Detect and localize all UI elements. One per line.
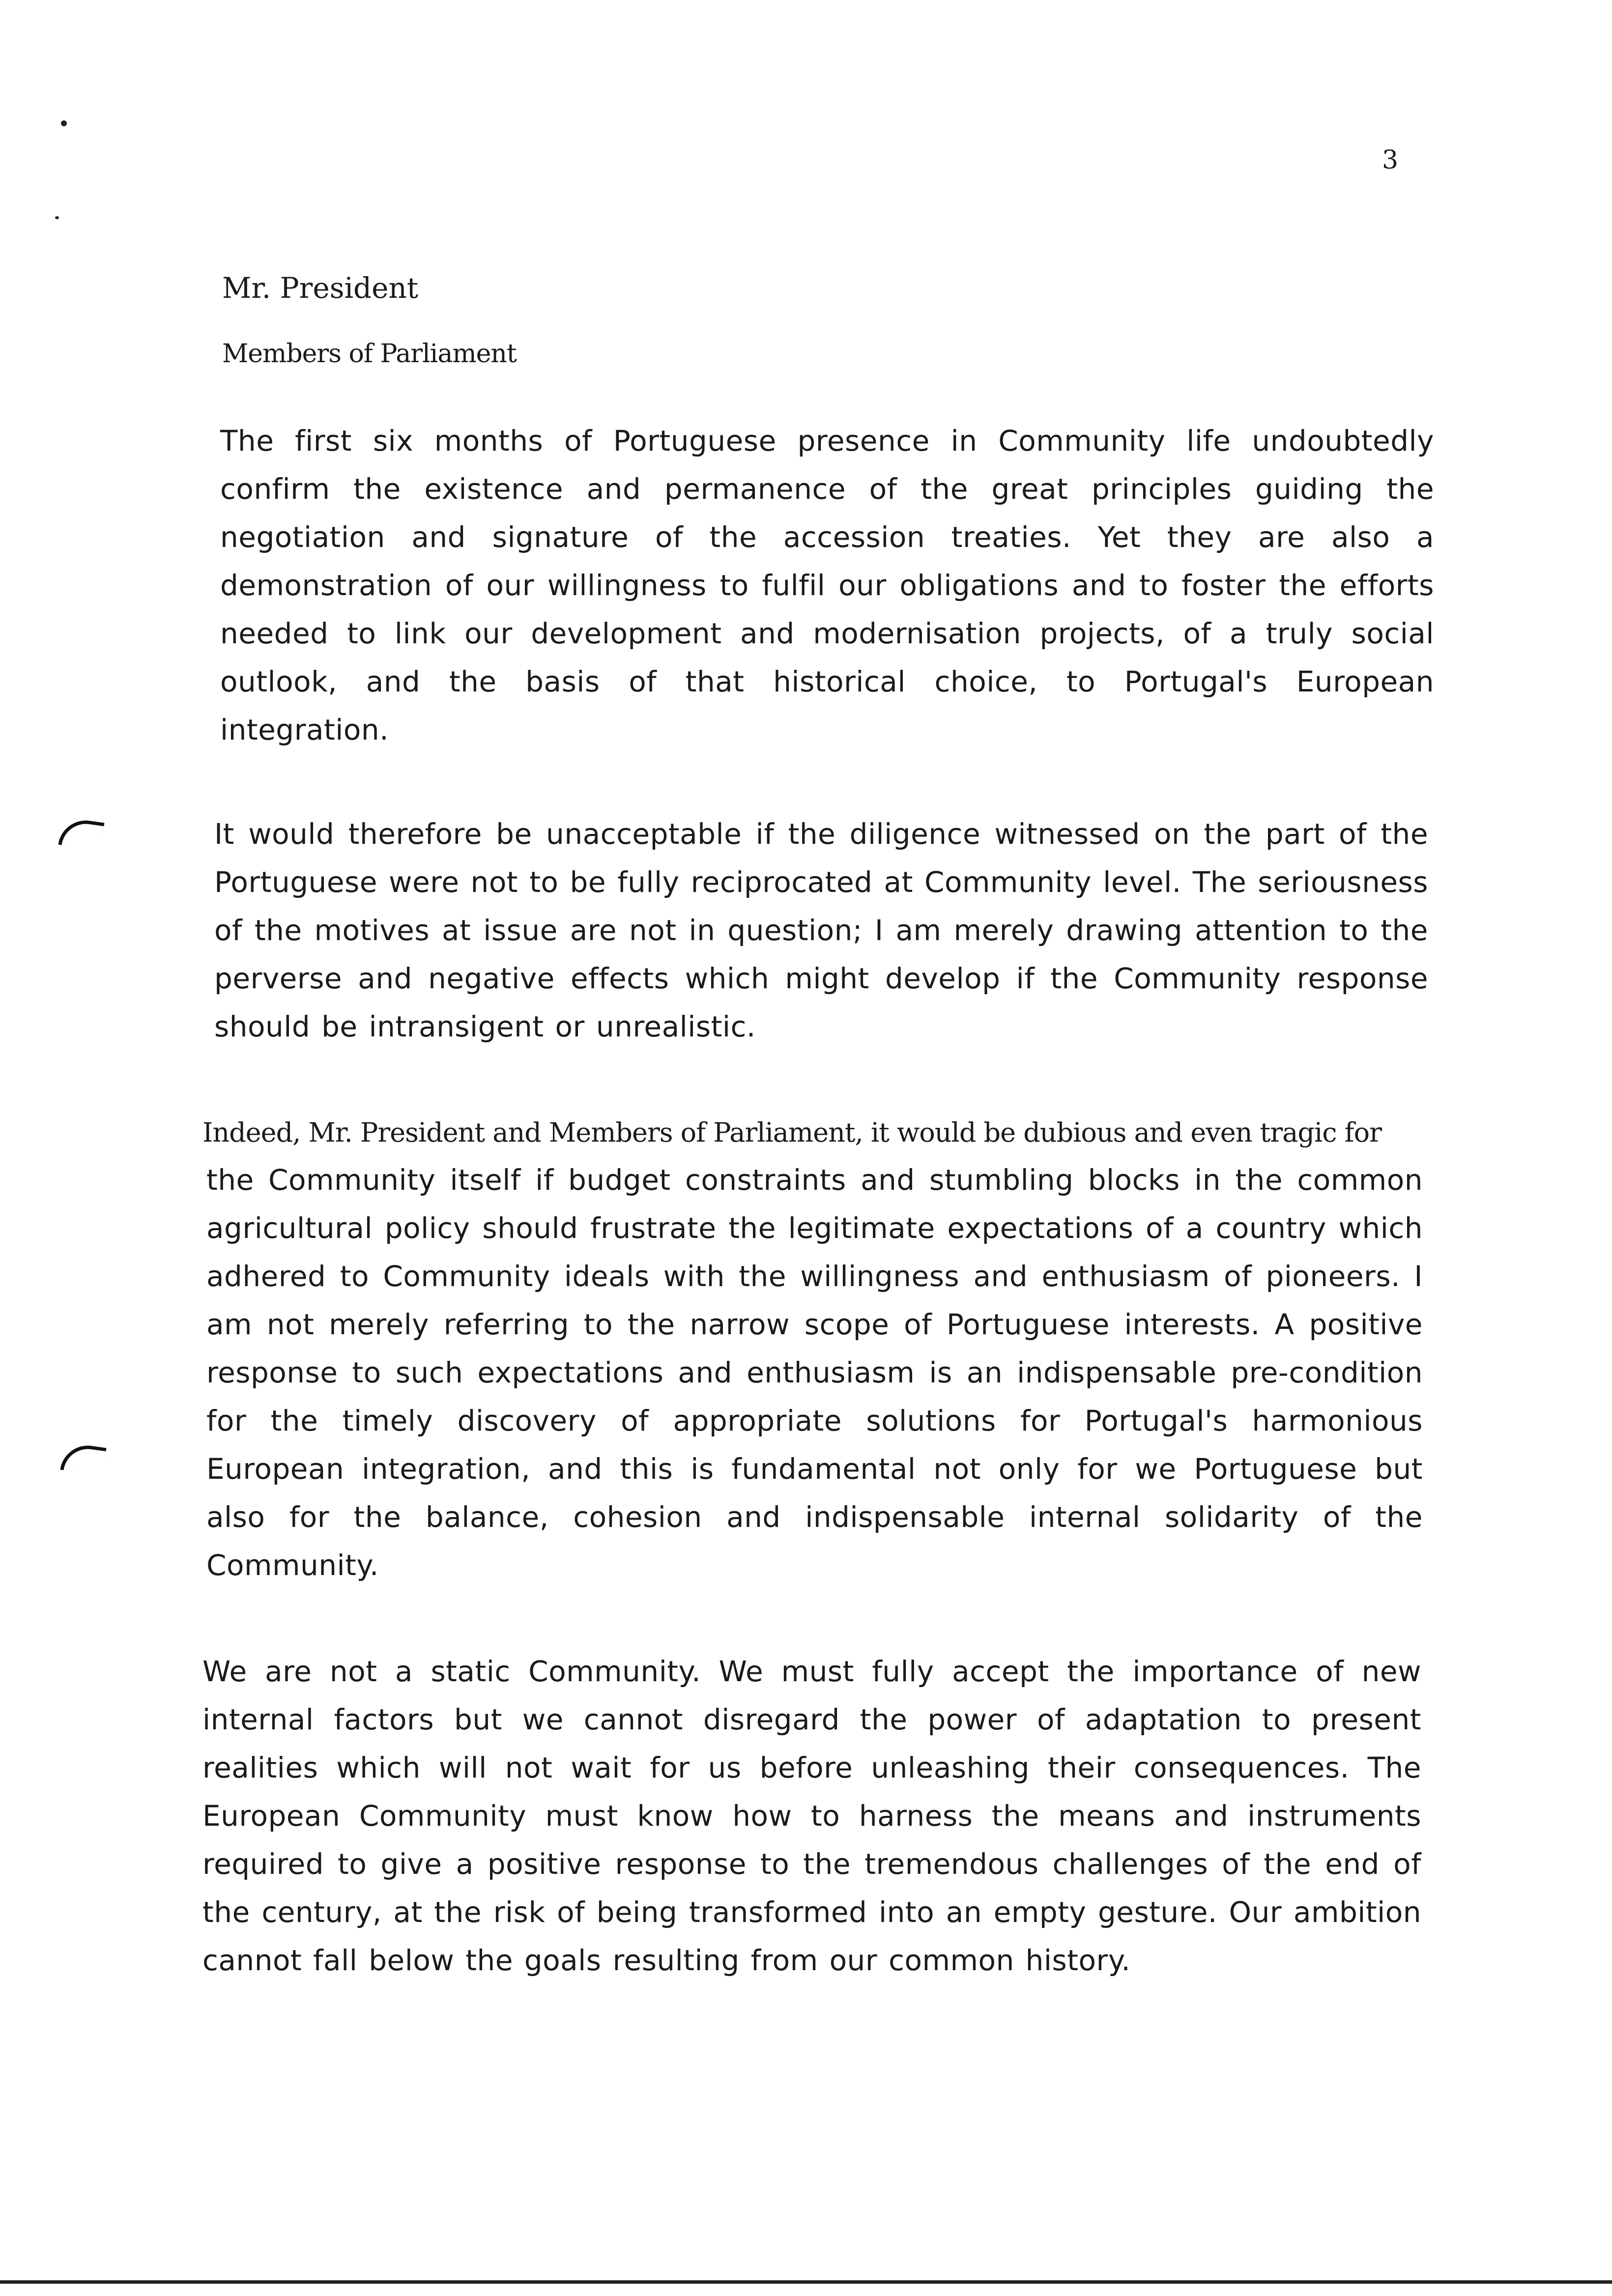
paragraph-3-first-line: Indeed, Mr. President and Members of Parliament, it would be dubious and even tragic for: [202, 1117, 1382, 1148]
margin-mark: [60, 1442, 106, 1476]
page-number: 3: [1382, 145, 1399, 175]
paragraph-2: It would therefore be unacceptable if the diligence witnessed on the part of the Portuguese were not to be fully reciprocated at Community level. The seriousness of the motives at issue are not in question; I am merely drawing attention to the perverse and negative effects which might develop if the Community response should be intransigent or unrealistic.: [214, 817, 1428, 1043]
scan-edge-line: [0, 2280, 1612, 2284]
salutation-members: Members of Parliament: [222, 339, 517, 369]
paragraph-4: We are not a static Community. We must fully accept the importance of new internal factors but we cannot disregard the power of adaptation to present realities which will not wait for us before unleashing their consequences. The European Community must know how to harness the means and instruments required to give a positive response to the tremendous challenges of the end of the century, at the risk of being transformed into an empty gesture. Our ambition cannot fall below the goals resulting from our common history.: [202, 1655, 1421, 1977]
scan-speck: [55, 216, 59, 219]
paragraph-1: The first six months of Portuguese presence in Community life undoubtedly confirm the existence and permanence of the great principles guiding the negotiation and signature of the accession treaties. Yet they are also a demonstration of our willingness to fulfil our obligations and to foster the efforts needed to link our development and modernisation projects, of a truly social outlook, and the basis of that historical choice, to Portugal's European integration.: [220, 424, 1434, 746]
paragraph-3: the Community itself if budget constraints and stumbling blocks in the common agricultural policy should frustrate the legitimate expectations of a country which adhered to Community ideals with the willingness and enthusiasm of pioneers. I am not merely referring to the narrow scope of Portuguese interests. A positive response to such expectations and enthusiasm is an indispensable pre-condition for the timely discovery of appropriate solutions for Portugal's harmonious European integration, and this is fundamental not only for we Portuguese but also for the balance, cohesion and indispensable internal solidarity of the Community.: [206, 1163, 1423, 1582]
margin-mark: [58, 817, 104, 851]
salutation-president: Mr. President: [222, 271, 419, 305]
scan-speck: [61, 120, 67, 126]
